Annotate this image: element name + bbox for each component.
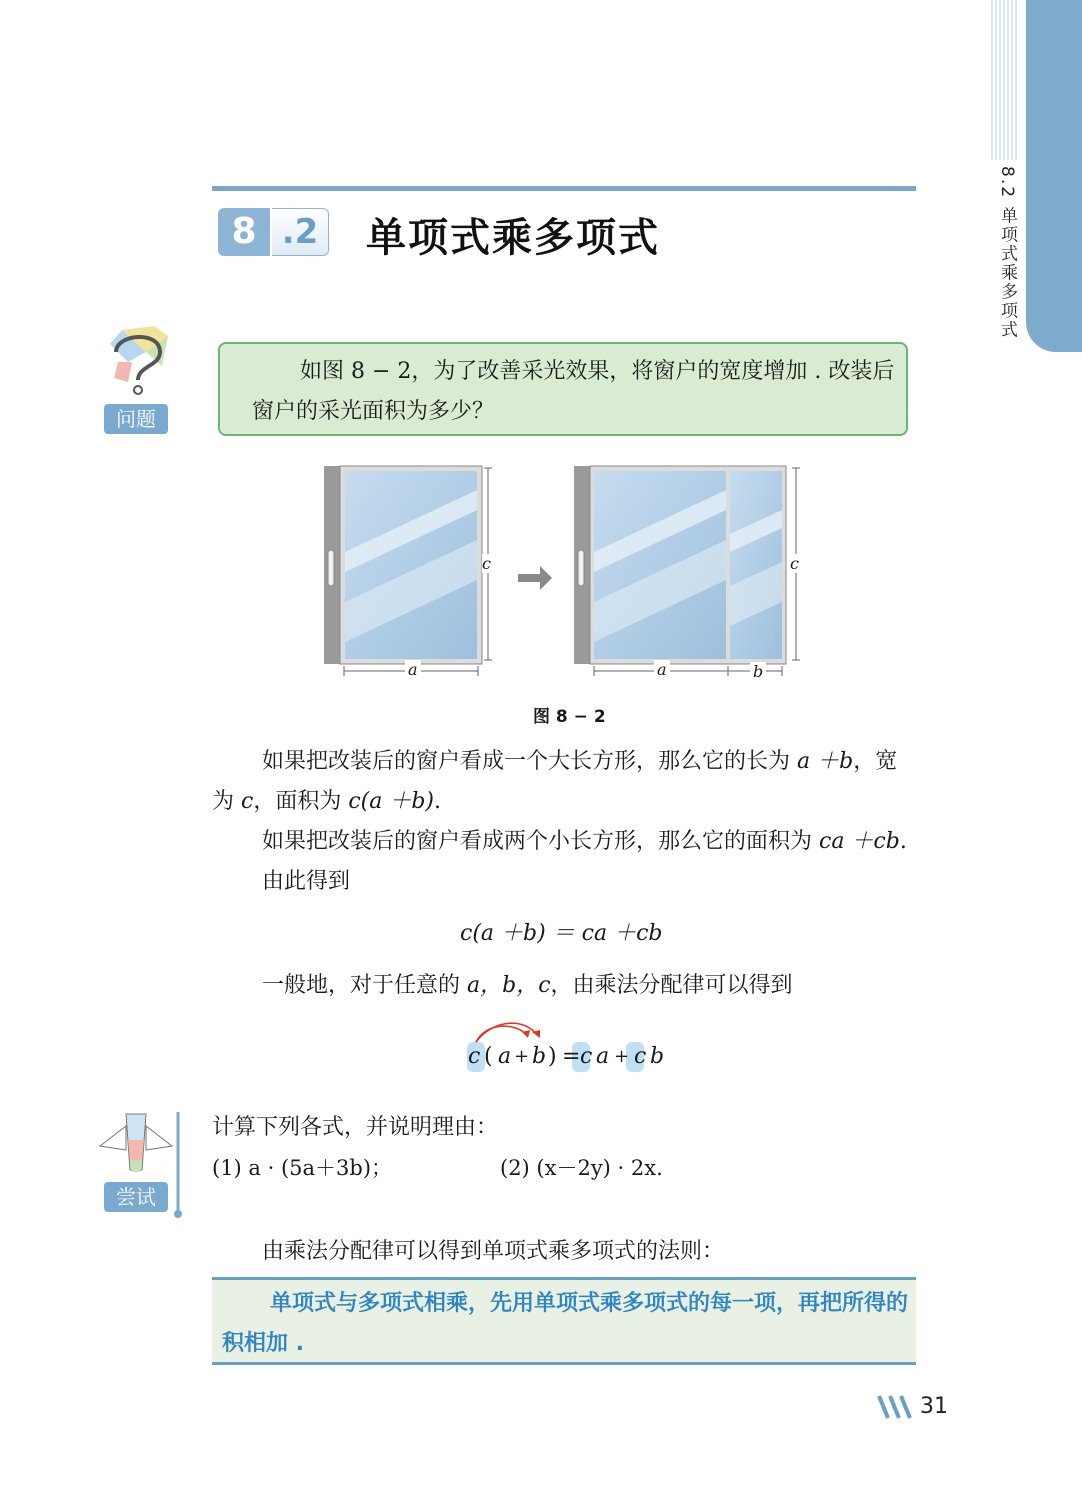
para4-text-2: ，由乘法分配律可以得到 [550,973,793,998]
widened-window [574,466,800,676]
eq2-plus2: + [614,1046,630,1067]
para1-text-1: 如果把改装后的窗户看成一个大长方形，那么它的长为 [262,749,797,774]
section-title: 单项式乘多项式 [366,215,660,261]
left-height-label: c [482,554,491,573]
rule-text: 单项式与多项式相乘，先用单项式乘多项式的每一项，再把所得的积相加 . [222,1291,909,1356]
paragraph-1 [212,742,916,822]
para2-text-2: . [899,829,907,854]
window-figure [320,462,810,682]
right-width-label-b: b [750,662,766,681]
figure-caption: 图 8 − 2 [533,707,606,727]
para1-math-1: a ＋b [797,749,854,774]
eq2-c1: c [468,1044,481,1069]
original-window [324,466,492,676]
eq2-c2: c [580,1044,593,1069]
try-prompt: 计算下列各式，并说明理由： [212,1115,499,1140]
para1-text-2: ，宽为 [212,749,898,814]
eq2-open: ( [484,1044,493,1069]
section-major: 8 [218,208,270,256]
eq2-b1: b [532,1044,547,1069]
eq2-b2: b [650,1044,665,1069]
try-label: 尝试 [104,1182,168,1212]
try-item-1: (1) a · (5a＋3b)； [212,1156,393,1180]
para2-math: ca ＋cb [819,829,900,854]
eq2-a1: a [498,1044,512,1069]
side-stripes [990,0,1020,160]
problem-label: 问题 [104,404,168,434]
eq2-close: ) [548,1044,557,1069]
left-width-label: a [405,660,421,679]
para1-math-2: c [241,789,254,814]
try-item-2: (2) (x－2y) · 2x. [500,1156,663,1180]
section-minor: .2 [272,208,329,256]
eq2-plus1: + [514,1046,530,1067]
paragraph-3: 由此得到 [262,869,351,894]
para2-text-1: 如果把改装后的窗户看成两个小长方形，那么它的面积为 [262,829,819,854]
para1-text-3: ，面积为 [253,789,349,814]
para4-text-1: 一般地，对于任意的 [262,973,467,998]
header-rule [212,186,916,191]
chapter-tab [1026,0,1082,352]
question-mark-icon [102,322,174,398]
paragraph-2 [262,822,922,862]
right-width-label-a: a [654,660,670,679]
page-number: 31 [920,1394,948,1419]
problem-text: 如图 8 − 2，为了改善采光效果，将窗户的宽度增加 . 改装后窗户的采光面积为多少？ [252,359,895,424]
para1-math-3: c(a ＋b) [348,789,435,814]
section-number-badge [218,208,332,256]
arrow-right-icon [518,566,552,590]
equation-1: c(a ＋b) ＝ ca ＋cb [460,921,663,946]
para1-text-4: . [434,789,442,814]
eq2-c3: c [634,1044,647,1069]
rule-intro: 由乘法分配律可以得到单项式乘多项式的法则： [262,1239,725,1264]
para4-math: a，b，c [467,973,551,998]
right-height-label: c [790,554,799,573]
eq2-a2: a [596,1044,610,1069]
eq2-equals: = [562,1044,581,1069]
side-tab-label: 8.2 单项式乘多项式 [997,166,1017,340]
paragraph-4 [262,966,922,1006]
page-stripes-icon [876,1394,918,1420]
